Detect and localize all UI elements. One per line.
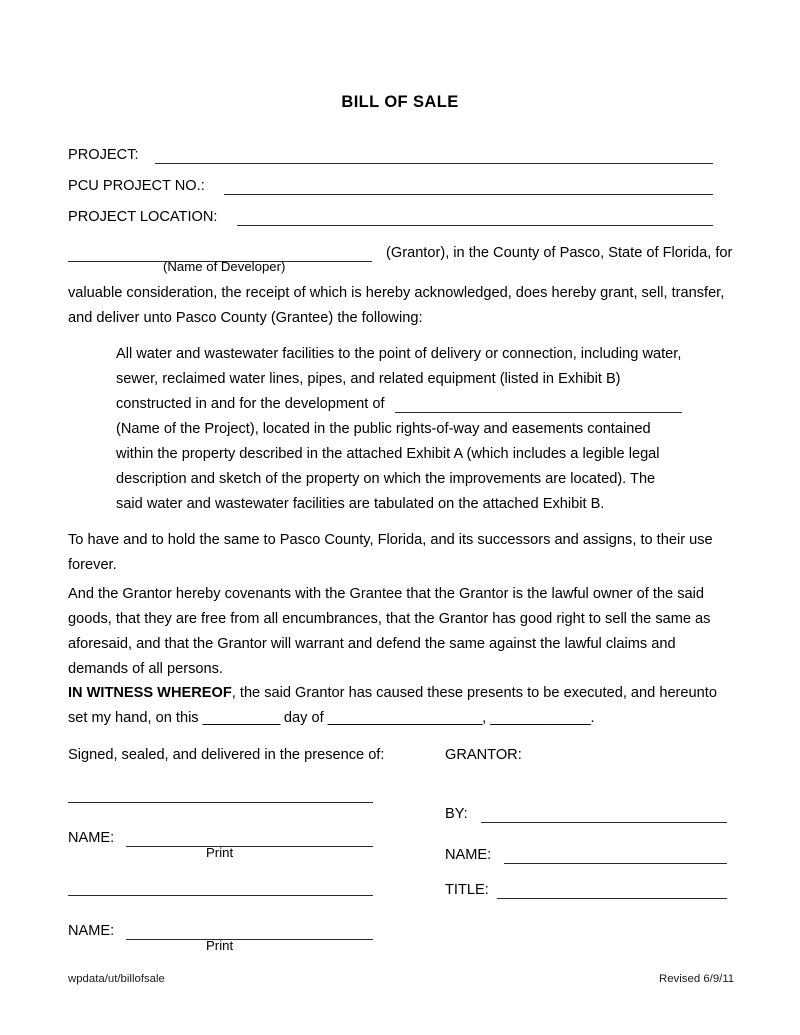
execution-date-line xyxy=(68,709,595,727)
habendum-line-2: forever. xyxy=(68,557,117,573)
witness2-print-caption: Print xyxy=(206,938,234,953)
grantor-name-label: NAME: xyxy=(445,847,492,863)
covenant-line-3: aforesaid, and that the Grantor will warrant and defend the same against the lawful claims and xyxy=(68,636,676,652)
date-comma: , xyxy=(482,710,487,726)
recital-line-6: description and sketch of the property on which the improvements are located). The xyxy=(116,471,656,487)
grantor-name-rule[interactable] xyxy=(504,863,727,864)
recital-line-1: All water and wastewater facilities to the point of delivery or connection, including water, xyxy=(116,346,682,362)
project-location-label: PROJECT LOCATION: xyxy=(68,209,218,225)
recital-line-3-prefix: constructed in and for the development of xyxy=(116,396,385,412)
witness2-name-rule[interactable] xyxy=(126,939,373,940)
witness-clause-rest: , the said Grantor has caused these presents to be executed, and hereunto xyxy=(231,685,717,701)
grantor-by-label: BY: xyxy=(445,806,468,822)
developer-name-caption: (Name of Developer) xyxy=(163,259,286,274)
recital-line-4: (Name of the Project), located in the public rights-of-way and easements contained xyxy=(116,421,651,437)
witness1-print-caption: Print xyxy=(206,845,234,860)
witness-section-heading: Signed, sealed, and delivered in the presence of: xyxy=(68,747,385,763)
grantor-title-rule[interactable] xyxy=(497,898,727,899)
month-blank[interactable]: ____________________ xyxy=(327,710,483,726)
covenant-line-4: demands of all persons. xyxy=(68,661,223,677)
habendum-line-1: To have and to hold the same to Pasco County, Florida, and its successors and assigns, to their use xyxy=(68,532,713,548)
pcu-project-no-input-rule[interactable] xyxy=(224,194,713,195)
execution-date-prefix: set my hand, on this xyxy=(68,710,199,726)
witness-clause-lead: IN WITNESS WHEREOF xyxy=(68,685,232,701)
day-blank[interactable]: __________ xyxy=(202,710,280,726)
covenant-line-1: And the Grantor hereby covenants with the Grantee that the Grantor is the lawful owner of the said xyxy=(68,586,704,602)
year-blank[interactable]: _____________ xyxy=(490,710,591,726)
pcu-project-no-label: PCU PROJECT NO.: xyxy=(68,178,205,194)
recital-line-7: said water and wastewater facilities are tabulated on the attached Exhibit B. xyxy=(116,496,605,512)
project-input-rule[interactable] xyxy=(155,163,713,164)
recital-line-5: within the property described in the attached Exhibit A (which includes a legible legal xyxy=(116,446,660,462)
grantor-title-label: TITLE: xyxy=(445,882,489,898)
witness1-signature-rule[interactable] xyxy=(68,802,373,803)
page-title: BILL OF SALE xyxy=(341,93,459,111)
footer-revision: Revised 6/9/11 xyxy=(659,973,735,985)
recital-line-2: sewer, reclaimed water lines, pipes, and related equipment (listed in Exhibit B) xyxy=(116,371,621,387)
grantor-by-rule[interactable] xyxy=(481,822,727,823)
footer-file-path: wpdata/ut/billofsale xyxy=(68,973,165,985)
execution-date-mid: day of xyxy=(283,710,324,726)
date-period: . xyxy=(590,710,595,726)
development-name-input-rule[interactable] xyxy=(395,412,682,413)
grantor-intro-tail: (Grantor), in the County of Pasco, State of Florida, for xyxy=(386,245,733,261)
project-location-input-rule[interactable] xyxy=(237,225,713,226)
consideration-line-2: and deliver unto Pasco County (Grantee) the following: xyxy=(68,310,423,326)
covenant-line-2: goods, that they are free from all encumbrances, that the Grantor has good right to sell the same as xyxy=(68,611,711,627)
project-label: PROJECT: xyxy=(68,147,139,163)
witness2-name-label: NAME: xyxy=(68,923,115,939)
grantor-section-heading: GRANTOR: xyxy=(445,747,522,763)
witness1-name-label: NAME: xyxy=(68,830,115,846)
witness-clause xyxy=(68,684,717,702)
witness1-name-rule[interactable] xyxy=(126,846,373,847)
witness2-signature-rule[interactable] xyxy=(68,895,373,896)
consideration-line-1: valuable consideration, the receipt of which is hereby acknowledged, does hereby grant, sell, transfer, xyxy=(68,285,725,301)
